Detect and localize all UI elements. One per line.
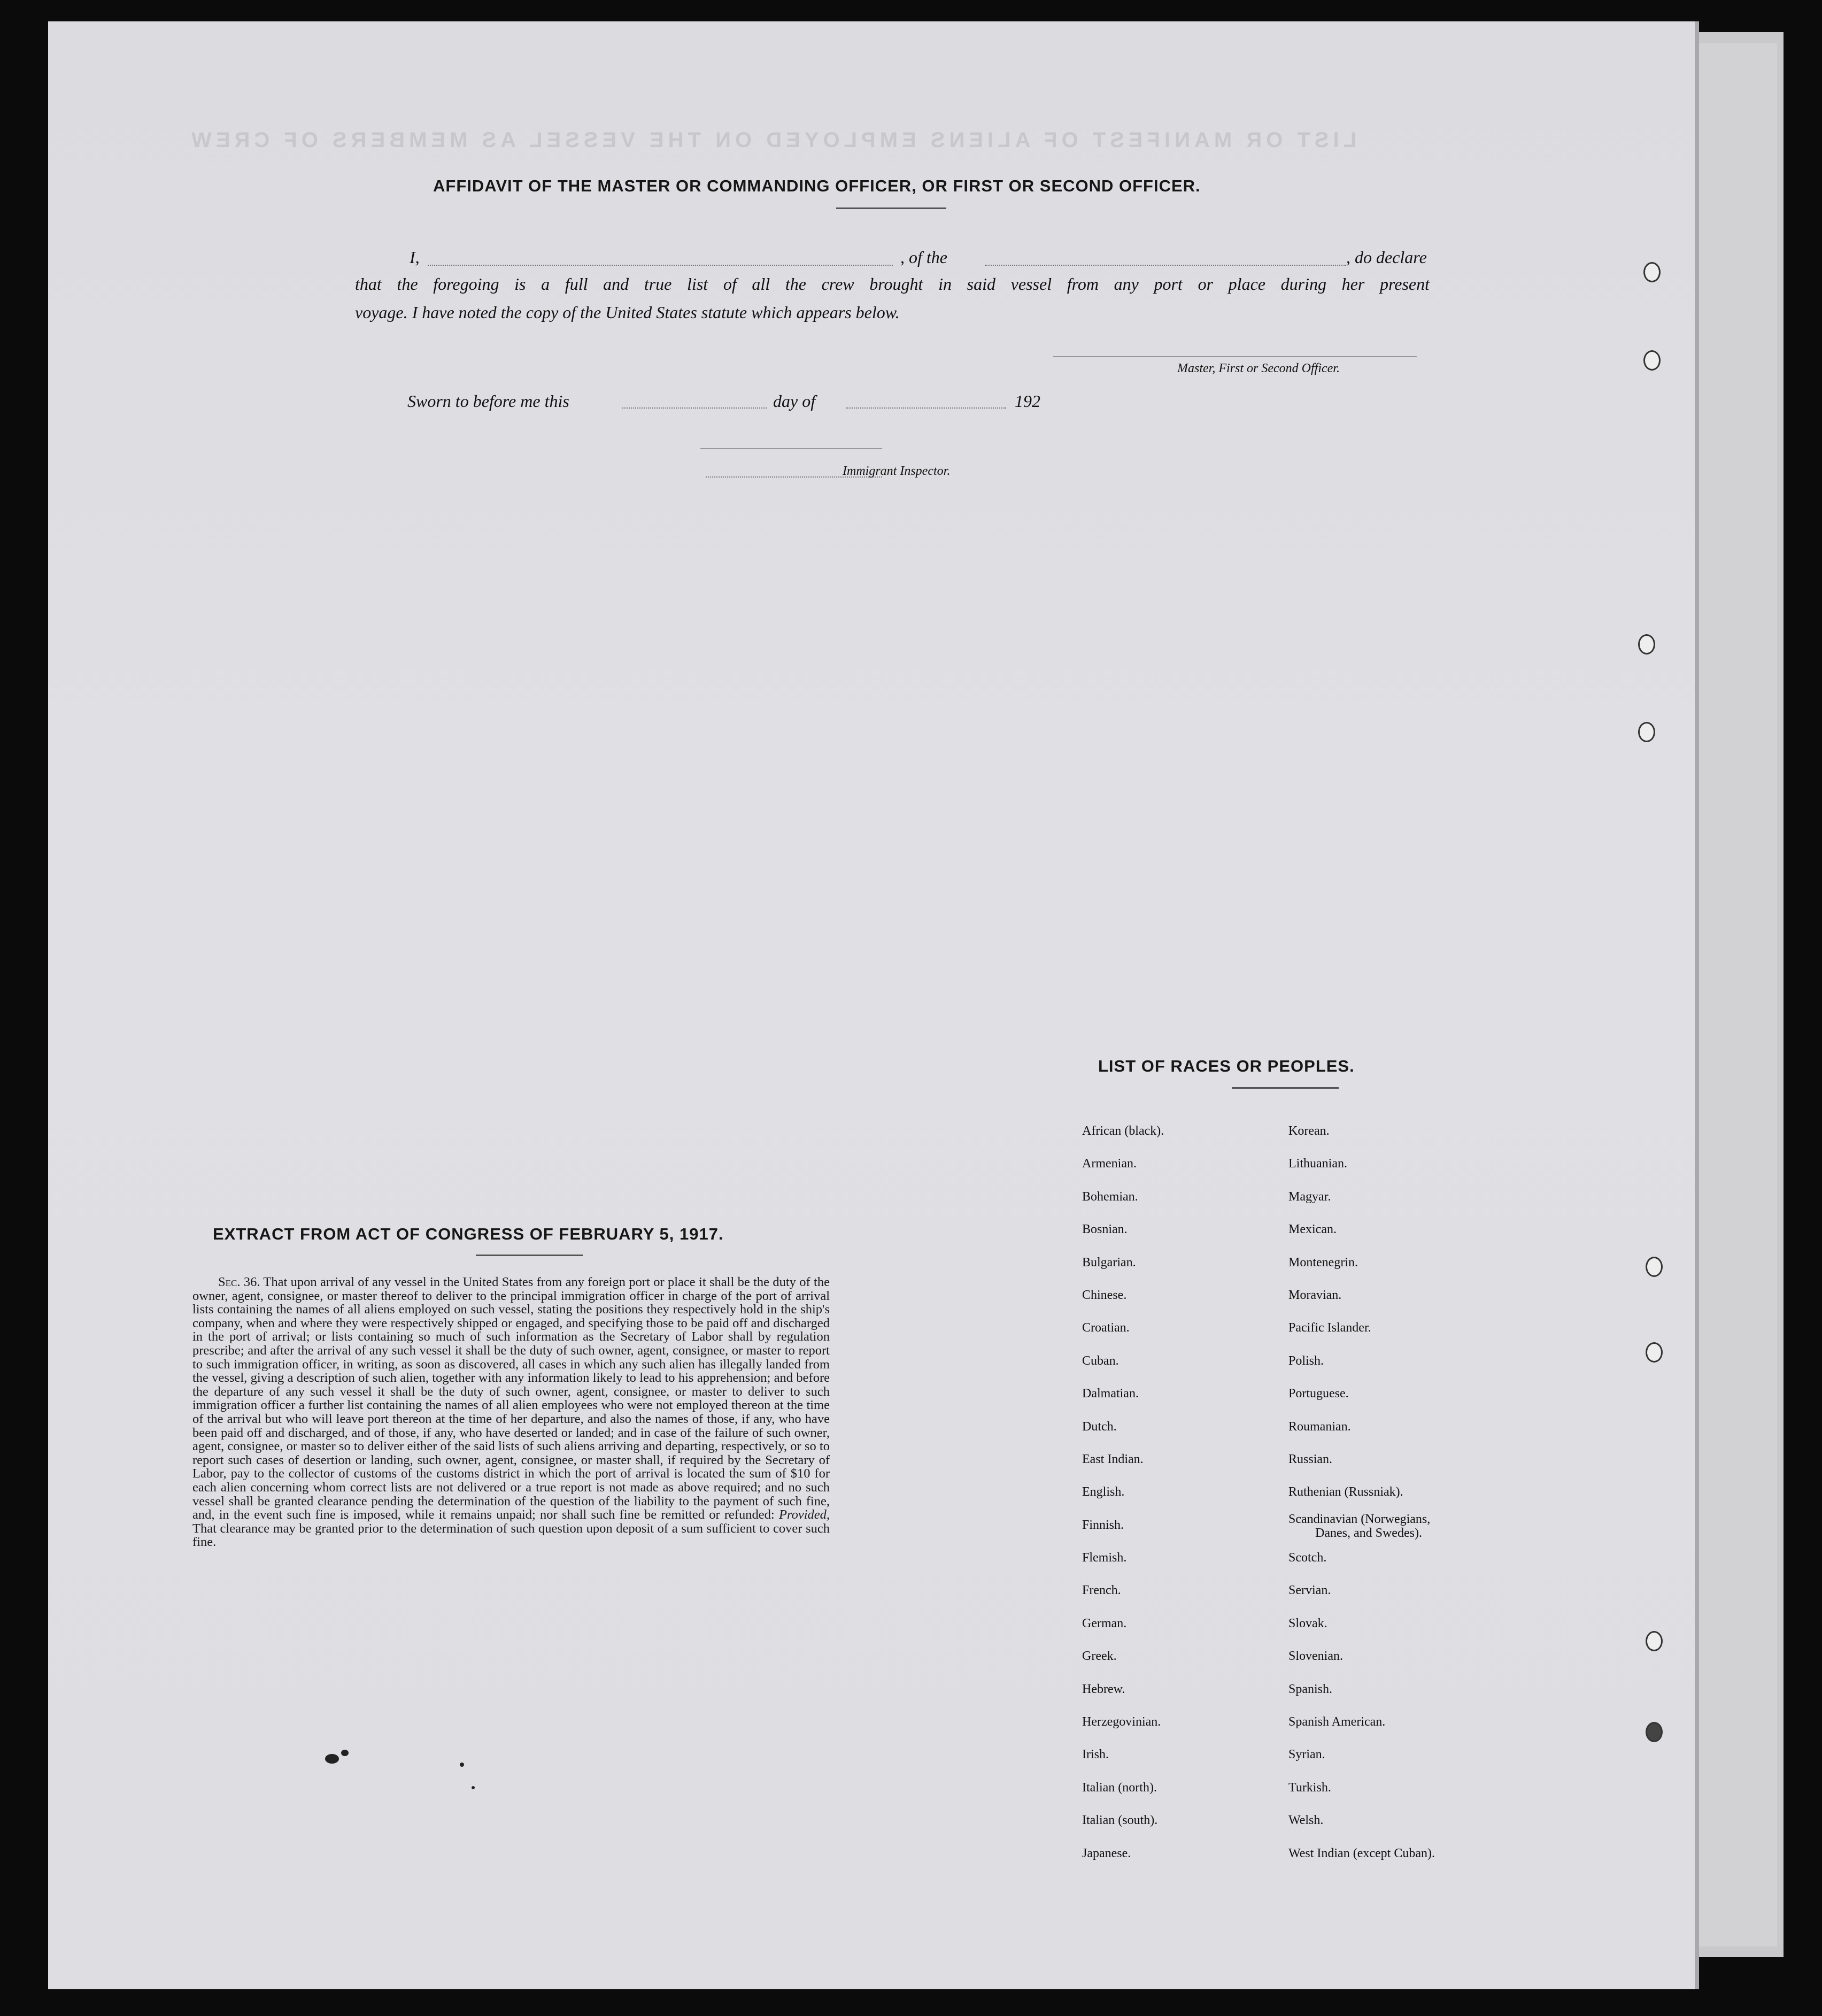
affidavit-of-the: , of the bbox=[900, 248, 947, 267]
race-item: Armenian. bbox=[1082, 1157, 1137, 1171]
races-heading: LIST OF RACES OR PEOPLES. bbox=[1098, 1057, 1355, 1075]
bleed-through-text: LIST OR MANIFEST OF ALIENS EMPLOYED ON THE VESSEL AS MEMBERS OF CREW bbox=[187, 128, 1357, 152]
race-item: Magyar. bbox=[1288, 1189, 1331, 1204]
extract-section-text: That upon arrival of any vessel in the United States from any foreign port or place it shall be the duty of the owner, agent, consignee, or master thereof to deliver to the principal immigration officer in charge of the port of arrival lists containing the names of all aliens employed on such vessel, stating the positions they respectively hold in the ship's company, when and where they were respectively shipped or engaged, and specifying those to be paid off and discharged in the port of arrival; or lists containing so much of such information as the Secretary of Labor shall by regulation prescribe; and after the arrival of any such vessel it shall be the duty of such owner, agent, consignee, or master to report to such immigration officer, in writing, as soon as discovered, all cases in which any such alien has illegally landed from the vessel, giving a description of such alien, together with any information likely to lead to his apprehension; and before the departure of any such vessel it shall be the duty of such owner, agent, consignee, or master to deliver to such immigration officer a further list containing the names of all alien employees who were not employed thereon at the time of the arrival but who will leave port thereon at the time of her departure, and also the names of those, if any, who have been paid off and discharged, and of those, if any, who have deserted or landed; and in case of the failure of such owner, agent, consignee, or master so to deliver either of the said lists of such aliens arriving and departing, respectively, or so to report such cases of desertion or landing, such owner, agent, consignee, or master shall, if required by the Secretary of Labor, pay to the collector of customs of the customs district in which the port of arrival is located the sum of $10 for each alien concerning whom correct lists are not delivered or a true report is not made as above required; and no such vessel shall be granted clearance pending the determination of the question of the liability to the payment of such fine, and, in the event such fine is imposed, while it remains unpaid; nor shall such fine be remitted or refunded: bbox=[192, 1275, 830, 1522]
race-item: Italian (south). bbox=[1082, 1813, 1158, 1828]
race-item: Spanish. bbox=[1288, 1682, 1333, 1696]
race-item: Hebrew. bbox=[1082, 1682, 1125, 1696]
race-item: African (black). bbox=[1082, 1124, 1164, 1138]
ink-stain bbox=[325, 1754, 339, 1764]
binder-hole bbox=[1646, 1342, 1663, 1363]
affidavit-line-3: voyage. I have noted the copy of the United States statute which appears below. bbox=[355, 303, 900, 322]
ink-stain bbox=[341, 1750, 349, 1756]
sworn-prefix: Sworn to before me this bbox=[407, 391, 569, 411]
races-right-column bbox=[1288, 1115, 1435, 1870]
binder-hole bbox=[1638, 634, 1655, 655]
race-item: Flemish. bbox=[1082, 1551, 1127, 1565]
race-item: Ruthenian (Russniak). bbox=[1288, 1485, 1403, 1499]
extract-heading-rule bbox=[476, 1255, 583, 1256]
affidavit-line-2: that the foregoing is a full and true list of all the crew brought in said vessel from any port or place during her present bbox=[355, 274, 1430, 294]
sworn-day-field[interactable] bbox=[622, 407, 767, 409]
race-item: Roumanian. bbox=[1288, 1419, 1351, 1434]
race-item: Moravian. bbox=[1288, 1288, 1342, 1302]
race-item: Russian. bbox=[1288, 1452, 1333, 1466]
extract-body bbox=[192, 1275, 830, 1549]
race-item bbox=[1288, 1509, 1435, 1542]
race-item: Korean. bbox=[1288, 1124, 1330, 1138]
binder-hole bbox=[1646, 1257, 1663, 1277]
races-heading-rule bbox=[1232, 1087, 1339, 1089]
race-item: Turkish. bbox=[1288, 1780, 1331, 1795]
affidavit-heading: AFFIDAVIT OF THE MASTER OR COMMANDING OFFICER, OR FIRST OR SECOND OFFICER. bbox=[433, 176, 1201, 195]
race-item: Montenegrin. bbox=[1288, 1255, 1358, 1269]
extract-proviso-label: Provided, bbox=[778, 1507, 830, 1522]
race-item: Cuban. bbox=[1082, 1353, 1119, 1368]
race-item: Bosnian. bbox=[1082, 1222, 1128, 1237]
binder-hole bbox=[1646, 1722, 1663, 1742]
race-item: English. bbox=[1082, 1485, 1125, 1499]
ink-stain bbox=[460, 1763, 464, 1767]
master-signature-line[interactable] bbox=[1053, 356, 1417, 357]
officer-name-field[interactable] bbox=[428, 265, 893, 266]
master-signature-caption: Master, First or Second Officer. bbox=[1177, 361, 1340, 375]
extract-section-label: Sec. 36. bbox=[218, 1275, 260, 1289]
race-item: Syrian. bbox=[1288, 1748, 1325, 1762]
race-item: Finnish. bbox=[1082, 1518, 1124, 1532]
race-item-line: Scandinavian (Norwegians, bbox=[1288, 1512, 1431, 1526]
race-item-continuation: Danes, and Swedes). bbox=[1315, 1526, 1422, 1540]
underlying-page-edge-2 bbox=[1695, 43, 1777, 1946]
races-left-column bbox=[1082, 1115, 1164, 1870]
inspector-caption: Immigrant Inspector. bbox=[843, 464, 951, 478]
race-item: Bohemian. bbox=[1082, 1189, 1138, 1204]
race-item: Pacific Islander. bbox=[1288, 1321, 1371, 1335]
affidavit-i: I, bbox=[410, 248, 420, 267]
sworn-month-field[interactable] bbox=[846, 407, 1006, 409]
extract-heading: EXTRACT FROM ACT OF CONGRESS OF FEBRUARY 5, 1917. bbox=[213, 1225, 724, 1243]
race-item: Croatian. bbox=[1082, 1321, 1130, 1335]
race-item: Herzegovinian. bbox=[1082, 1715, 1161, 1729]
race-item: Bulgarian. bbox=[1082, 1255, 1136, 1269]
race-item: German. bbox=[1082, 1616, 1127, 1630]
race-item: Welsh. bbox=[1288, 1813, 1324, 1828]
vessel-name-field[interactable] bbox=[985, 265, 1346, 266]
race-item: French. bbox=[1082, 1583, 1121, 1598]
race-item: Lithuanian. bbox=[1288, 1157, 1347, 1171]
extract-proviso-text: That clearance may be granted prior to the determination of such question upon deposit of a sum sufficient to cover such fine. bbox=[192, 1521, 830, 1550]
sworn-year: 192 bbox=[1015, 391, 1040, 411]
affidavit-heading-rule bbox=[836, 207, 946, 209]
affidavit-do-declare: , do declare bbox=[1346, 248, 1427, 267]
race-item: West Indian (except Cuban). bbox=[1288, 1846, 1435, 1860]
race-item: Mexican. bbox=[1288, 1222, 1337, 1237]
sworn-day-of: day of bbox=[773, 391, 816, 411]
race-item: Dalmatian. bbox=[1082, 1387, 1139, 1401]
binder-hole bbox=[1643, 262, 1661, 282]
race-item: Servian. bbox=[1288, 1583, 1331, 1598]
race-item: Slovak. bbox=[1288, 1616, 1327, 1630]
race-item: East Indian. bbox=[1082, 1452, 1144, 1466]
manifest-page bbox=[48, 21, 1695, 1989]
race-item: Dutch. bbox=[1082, 1419, 1117, 1434]
race-item: Spanish American. bbox=[1288, 1715, 1386, 1729]
race-item: Greek. bbox=[1082, 1649, 1117, 1664]
race-item: Irish. bbox=[1082, 1748, 1109, 1762]
race-item: Japanese. bbox=[1082, 1846, 1131, 1860]
race-item: Polish. bbox=[1288, 1353, 1324, 1368]
race-item: Scotch. bbox=[1288, 1551, 1327, 1565]
binder-hole bbox=[1638, 722, 1655, 742]
ink-stain bbox=[472, 1786, 475, 1789]
binder-hole bbox=[1643, 350, 1661, 371]
race-item: Slovenian. bbox=[1288, 1649, 1343, 1664]
race-item: Italian (north). bbox=[1082, 1780, 1157, 1795]
race-item: Chinese. bbox=[1082, 1288, 1127, 1302]
race-item: Portuguese. bbox=[1288, 1387, 1349, 1401]
binder-hole bbox=[1646, 1631, 1663, 1651]
inspector-signature-line[interactable] bbox=[700, 448, 882, 449]
